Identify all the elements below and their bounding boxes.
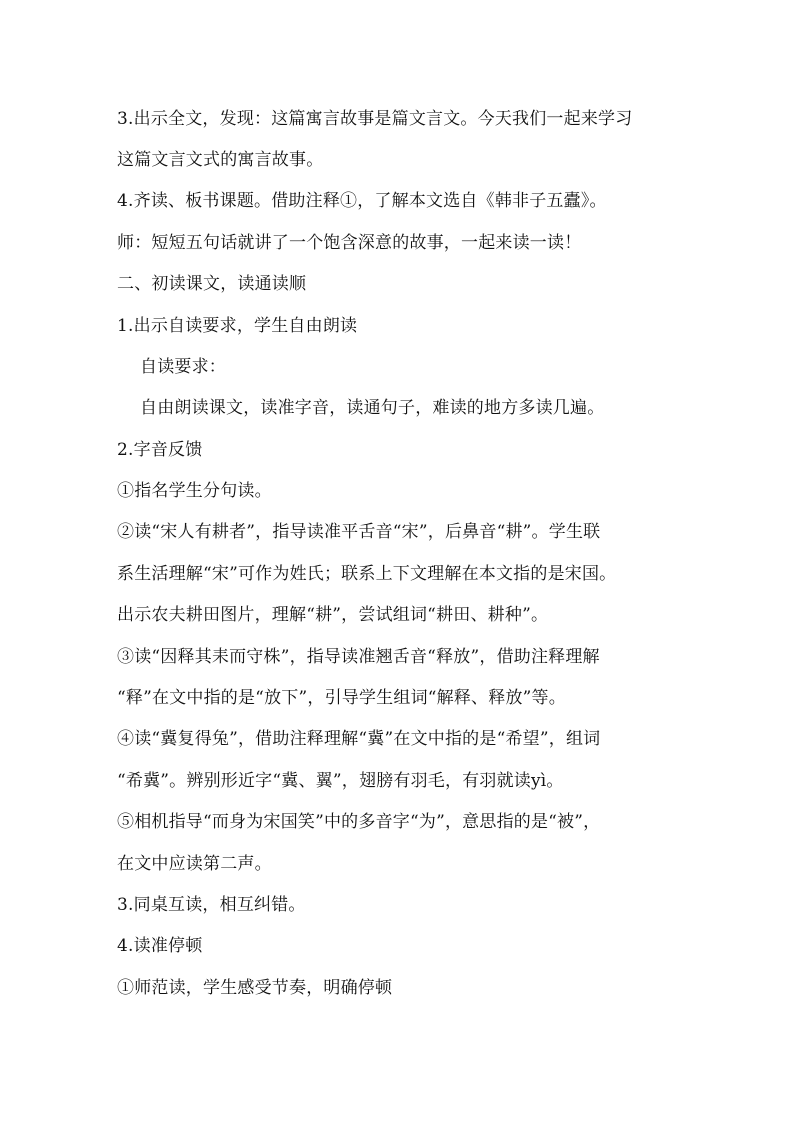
text-line: ①指名学生分句读。: [117, 481, 272, 501]
text-line: 4.读准停顿: [117, 936, 203, 956]
text-line: “释”在文中指的是“放下”，引导学生组词“解释、释放”等。: [117, 688, 566, 708]
text-line: ④读“冀复得兔”，借助注释理解“冀”在文中指的是“希望”，组词: [117, 729, 601, 749]
text-line: 1.出示自读要求，学生自由朗读: [117, 316, 358, 336]
text-line: 师：短短五句话就讲了一个饱含深意的故事，一起来读一读！: [117, 233, 582, 253]
text-line-indented: 自读要求：: [140, 357, 226, 377]
text-line: 系生活理解“宋”可作为姓氏；联系上下文理解在本文指的是宋国。: [117, 564, 617, 584]
text-line: ②读“宋人有耕者”，指导读准平舌音“宋”，后鼻音“耕”。学生联: [117, 522, 601, 542]
text-line-indented: 自由朗读课文，读准字音，读通句子，难读的地方多读几遍。: [140, 398, 605, 418]
text-line: ①师范读，学生感受节奏，明确停顿: [117, 978, 393, 998]
text-line: ③读“因释其耒而守株”，指导读准翘舌音“释放”，借助注释理解: [117, 647, 600, 667]
text-line: 2.字音反馈: [117, 440, 203, 460]
text-line: 这篇文言文式的寓言故事。: [117, 150, 324, 170]
section-heading: 二、初读课文，读通读顺: [117, 274, 307, 294]
text-line: 出示农夫耕田图片，理解“耕”，尝试组词“耕田、耕种”。: [117, 605, 549, 625]
text-line: “希冀”。辨别形近字“冀、翼”，翅膀有羽毛，有羽就读yì。: [117, 771, 564, 791]
text-line: 在文中应读第二声。: [117, 854, 272, 874]
text-line: 3.同桌互读，相互纠错。: [117, 895, 306, 915]
text-line: ⑤相机指导“而身为宋国笑”中的多音字“为”，意思指的是“被”，: [117, 812, 601, 832]
text-line: 4.齐读、板书课题。借助注释①，了解本文选自《韩非子五蠹》。: [117, 191, 607, 211]
text-line: 3.出示全文，发现：这篇寓言故事是篇文言文。今天我们一起来学习: [117, 109, 633, 129]
